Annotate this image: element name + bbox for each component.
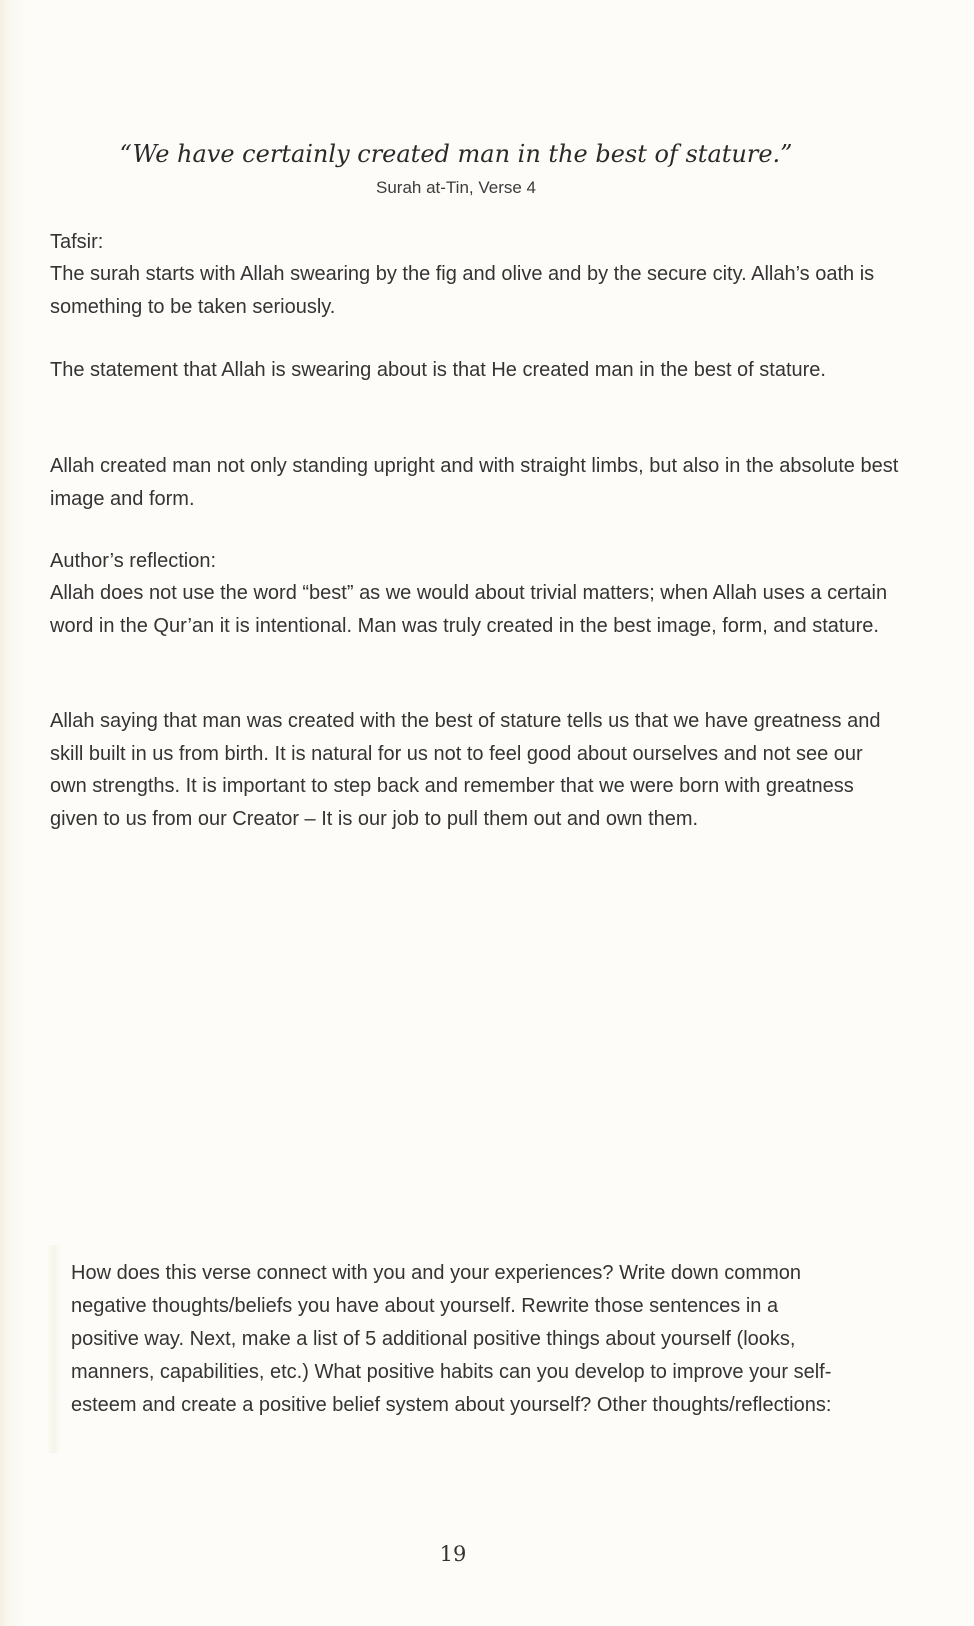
reflection-paragraph-2: Allah saying that man was created with the best of stature tells us that we have greatness and skill built in us from birth. It is natural for us not to feel good about ourselves and not see our own strengths. It is important to step back and remember that we were born with greatness given to us from our Creator – It is our job to pull them out and own them. [50, 710, 881, 830]
page-number: 19 [439, 1542, 467, 1566]
tafsir-heading: Tafsir: [50, 231, 104, 253]
reflection-heading: Author’s reflection: [50, 550, 217, 572]
tafsir-paragraph-3: Allah created man not only standing upright and with straight limbs, but also in the absolute best image and form. [50, 455, 899, 510]
reflection-paragraph-1: Allah does not use the word “best” as we would about trivial matters; when Allah uses a certain word in the Qur’an it is intentional. Man was truly created in the best image, form, and stature. [50, 582, 888, 637]
tafsir-paragraph-2: The statement that Allah is swearing about is that He created man in the best of stature. [50, 359, 826, 381]
prompt-margin-shade [47, 1245, 61, 1453]
verse-quote: “We have certainly created man in the best of stature.” [119, 140, 793, 168]
tafsir-paragraph-1: The surah starts with Allah swearing by the fig and olive and by the secure city. Allah’s oath is something to be taken seriously. [50, 263, 875, 318]
verse-citation: Surah at-Tin, Verse 4 [375, 178, 536, 197]
journal-prompt: How does this verse connect with you and your experiences? Write down common negative thoughts/beliefs you have about yourself. Rewrite those sentences in a positive way. Next, make a list of 5 additional positive things about yourself (looks, manners, capabilities, etc.) What positive habits can you develop to improve your self-esteem and create a positive belief system about yourself? Other thoughts/reflections: [71, 1262, 832, 1416]
